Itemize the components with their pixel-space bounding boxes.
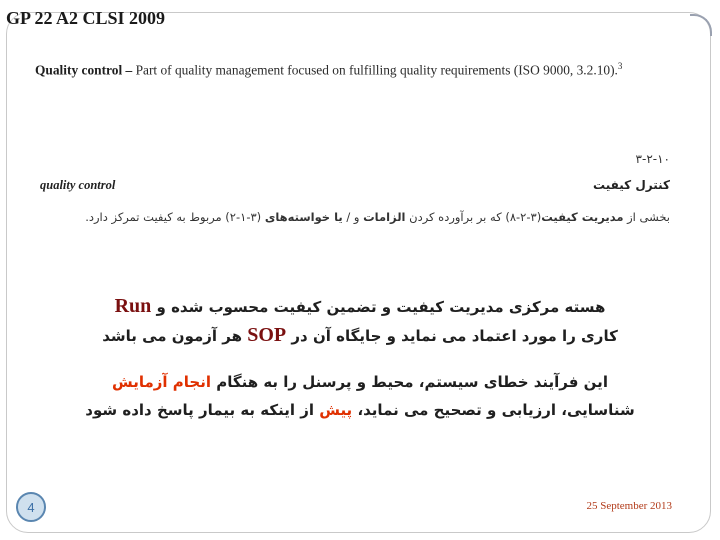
para1-part-1: هسته مرکزی مدیریت کیفیت و تضمین کیفیت محسوب شده و	[156, 298, 606, 316]
paragraph-2	[35, 368, 685, 424]
definition-dash: –	[122, 62, 136, 78]
fa-def-bold-2: الزامات	[363, 210, 406, 224]
para2-part-3: از اینکه به بیمار پاسخ داده شود	[85, 401, 314, 419]
slide-frame	[6, 12, 711, 533]
page-number-badge	[16, 492, 46, 522]
footer-date: 25 September 2013	[586, 500, 672, 512]
para2-part-1: این فرآیند خطای سیستم، محیط و پرسنل را به هنگام	[216, 373, 608, 391]
para1-part-2: کاری را مورد اعتماد می نماید و جایگاه آن در	[291, 327, 618, 345]
definition-text: Part of quality management focused on fulfilling quality requirements (ISO 9000, 3.2.10).	[135, 62, 618, 78]
fa-def-mid-2: و /	[346, 210, 360, 224]
para1-part-3: هر آزمون می باشد	[102, 327, 243, 345]
paragraph-1	[35, 292, 685, 350]
section-number: ۳-۲-۱۰	[635, 152, 670, 166]
definition-term: Quality control	[35, 62, 123, 78]
slide-title: GP 22 A2 CLSI 2009	[6, 8, 166, 28]
persian-definition	[30, 204, 670, 230]
fa-def-mid-1: (۳-۲-۸) که بر برآورده کردن	[409, 210, 542, 224]
page-number: 4	[27, 499, 35, 515]
definition-footnote: 3	[617, 61, 623, 71]
fa-def-bold-3: یا خواسته‌های	[264, 210, 343, 224]
english-term: quality control	[40, 178, 116, 192]
english-definition	[35, 58, 685, 78]
fa-def-prefix: بخشی از	[627, 210, 670, 224]
persian-term: کنترل کیفیت	[593, 178, 670, 192]
run-term: Run	[114, 295, 152, 317]
para2-part-2: شناسایی، ارزیابی و تصحیح می نماید،	[357, 401, 635, 419]
fa-def-bold-1: مدیریت کیفیت	[541, 210, 624, 224]
para2-highlight-1: انجام آزمایش	[112, 373, 211, 391]
para2-highlight-2: پیش	[319, 401, 353, 419]
fa-def-suffix: (۳-۱-۲) مربوط به کیفیت تمرکز دارد.	[85, 210, 262, 224]
frame-corner-ornament	[690, 14, 712, 36]
sop-term: SOP	[247, 324, 287, 346]
